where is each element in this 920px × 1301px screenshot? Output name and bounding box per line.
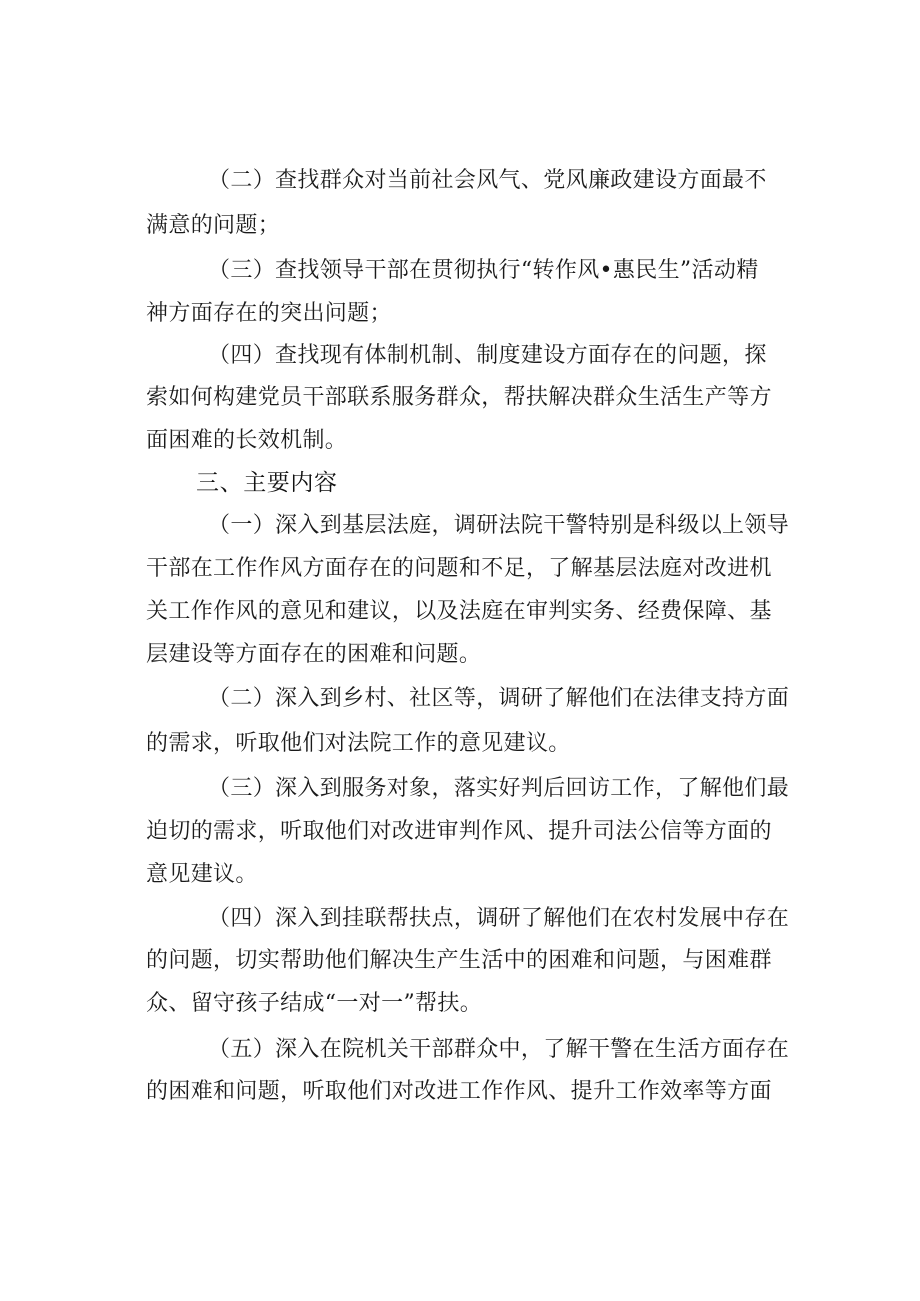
paragraph-line: 索如何构建党员干部联系服务群众，帮扶解决群众生活生产等方 <box>146 385 772 410</box>
paragraph-line: 的问题，切实帮助他们解决生产生活中的困难和问题，与困难群 <box>146 948 772 973</box>
paragraph-line: 满意的问题； <box>146 213 281 238</box>
paragraph-line: 的需求，听取他们对法院工作的意见建议。 <box>146 731 571 756</box>
paragraph-line: 干部在工作作风方面存在的问题和不足，了解基层法庭对改进机 <box>146 556 772 581</box>
paragraph-line: 迫切的需求，听取他们对改进审判作风、提升司法公信等方面的 <box>146 819 772 844</box>
paragraph-line: （一）深入到基层法庭，调研法院干警特别是科级以上领导 <box>208 513 790 538</box>
paragraph-line: （五）深入在院机关干部群众中，了解干警在生活方面存在 <box>208 1037 790 1062</box>
paragraph-line: （二）深入到乡村、社区等，调研了解他们在法律支持方面 <box>208 686 790 711</box>
section-heading: 三、主要内容 <box>196 470 338 496</box>
paragraph-line: 层建设等方面存在的困难和问题。 <box>146 642 482 667</box>
paragraph-line: 神方面存在的突出问题； <box>146 301 392 326</box>
paragraph-line: 意见建议。 <box>146 862 258 887</box>
paragraph-line: （二）查找群众对当前社会风气、党风廉政建设方面最不 <box>208 168 767 193</box>
paragraph-line: 的困难和问题，听取他们对改进工作作风、提升工作效率等方面 <box>146 1079 772 1104</box>
paragraph-line: 面困难的长效机制。 <box>146 428 348 453</box>
paragraph-line: 众、留守孩子结成“一对一”帮扶。 <box>146 991 483 1016</box>
paragraph-line: （四）深入到挂联帮扶点，调研了解他们在农村发展中存在 <box>208 906 790 931</box>
paragraph-line: （四）查找现有体制机制、制度建设方面存在的问题，探 <box>208 343 767 368</box>
paragraph-line: （三）查找领导干部在贯彻执行“转作风•惠民生”活动精 <box>208 258 759 283</box>
paragraph-line: 关工作作风的意见和建议，以及法庭在审判实务、经费保障、基 <box>146 599 772 624</box>
paragraph-line: （三）深入到服务对象，落实好判后回访工作，了解他们最 <box>208 776 790 801</box>
